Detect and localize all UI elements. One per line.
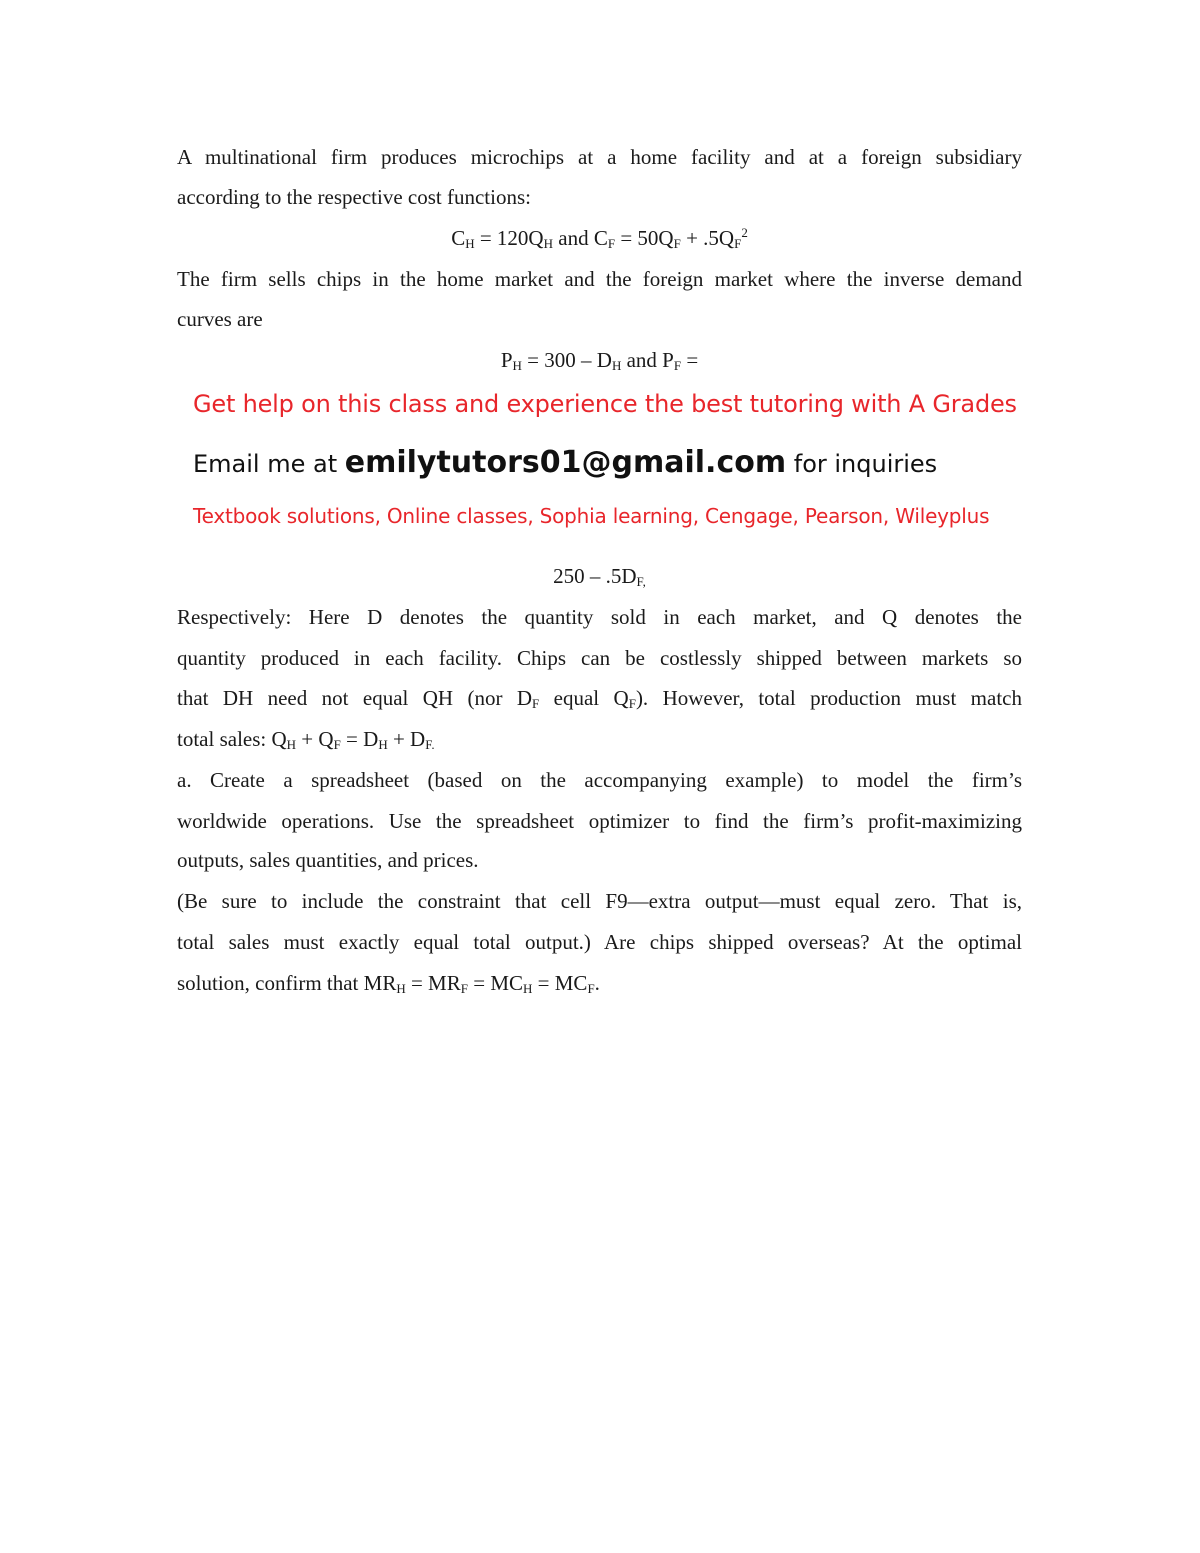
demand-equation: $P_H = 300 - D_H$ and $P_F$ = [500,348,699,373]
foreign-demand-equation: $250 - .5D_{F,}$ [553,564,646,589]
paragraph5-line3: solution, confirm that $MR_H = MR_F = MC_H = MC_F$. [177,971,600,996]
email-link[interactable]: emilytutors01@gmail.com [344,445,787,480]
ad-services: Textbook solutions, Online classes, Sophia learning, Cengage, Pearson, Wileyplus [193,504,990,528]
paragraph1-line2: according to the respective cost functions: [177,185,531,209]
ad-headline: Get help on this class and experience the best tutoring with A Grades [193,390,1017,418]
paragraph5-line1: (Be sure to include the constraint that cell F9—extra output—must equal zero. That is, [177,889,1022,913]
ad-email-line: Email me at emilytutors01@gmail.com for inquiries [193,445,938,480]
paragraph4-line2: worldwide operations. Use the spreadsheet optimizer to find the firm’s profit-maximizing [177,809,1022,833]
paragraph3-line4: total sales: $Q_H + Q_F = D_H + D_{F.}$ [177,727,435,752]
paragraph2-line2: curves are [177,307,263,331]
paragraph3-line2: quantity produced in each facility. Chips can be costlessly shipped between markets so [177,646,1022,670]
paragraph5-line2: total sales must exactly equal total output.) Are chips shipped overseas? At the optimal [177,930,1022,954]
paragraph4-line1: a. Create a spreadsheet (based on the accompanying example) to model the firm’s [177,768,1022,792]
paragraph3-line1: Respectively: Here D denotes the quantity sold in each market, and Q denotes the [177,605,1022,629]
paragraph2-line1: The firm sells chips in the home market and the foreign market where the inverse demand [177,267,1022,291]
cost-equation: $C_H = 120Q_H$ and $C_F = 50Q_F + .5Q_F^2$ [451,225,748,251]
paragraph3-line3: that DH need not equal QH (nor $D_F$ equal $Q_F$). However, total production must match [177,686,1022,711]
paragraph4-line3: outputs, sales quantities, and prices. [177,848,479,872]
paragraph1-line1: A multinational firm produces microchips at a home facility and at a foreign subsidiary [177,145,1022,169]
